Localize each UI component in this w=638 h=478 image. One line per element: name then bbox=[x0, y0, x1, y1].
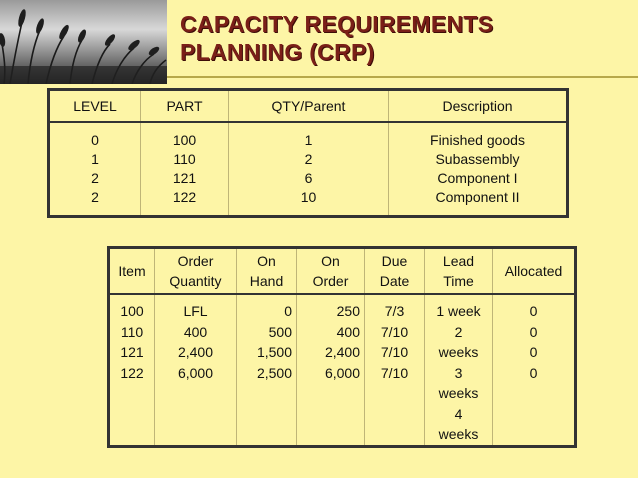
header-text: Lead bbox=[442, 253, 475, 269]
header-text: On bbox=[257, 253, 276, 269]
cell-value: 2 bbox=[454, 323, 463, 340]
header-text: Order bbox=[177, 253, 214, 269]
qty-parent-cell bbox=[229, 122, 389, 217]
column-header-lead-time bbox=[425, 248, 493, 295]
cell-value: 110 bbox=[173, 151, 196, 167]
header-text: Date bbox=[379, 273, 410, 289]
slide-title-line-2: PLANNING (CRP) bbox=[180, 39, 375, 65]
cell-value: LFL bbox=[183, 303, 208, 319]
cell-value: 1 bbox=[304, 132, 313, 148]
column-header-allocated bbox=[493, 248, 576, 295]
cell-value: weeks bbox=[438, 426, 479, 442]
cell-value: 0 bbox=[529, 303, 538, 319]
header-text: Allocated bbox=[504, 263, 563, 279]
order-quantity-cell bbox=[155, 294, 237, 446]
cell-value: 0 bbox=[529, 364, 538, 381]
table-row bbox=[109, 294, 576, 446]
cell-value: 7/10 bbox=[380, 344, 409, 360]
cell-value: Component II bbox=[435, 189, 520, 205]
table-row bbox=[49, 122, 568, 217]
cell-value: 121 bbox=[120, 344, 144, 360]
cell-value: 500 bbox=[268, 323, 292, 340]
column-header: Description bbox=[389, 90, 568, 123]
cell-value: Subassembly bbox=[435, 151, 520, 167]
cell-value: 2 bbox=[91, 170, 99, 186]
header-text: Order bbox=[312, 273, 349, 289]
cell-value: 2 bbox=[91, 189, 99, 205]
lead-time-cell bbox=[425, 294, 493, 446]
cell-value: 6,000 bbox=[177, 364, 214, 381]
header-text: Quantity bbox=[169, 273, 222, 289]
cell-value: 400 bbox=[336, 323, 360, 340]
cell-value: 1,500 bbox=[256, 344, 292, 360]
cell-value: 2,400 bbox=[177, 344, 214, 360]
cell-value: 7/3 bbox=[384, 303, 405, 319]
cell-value: 0 bbox=[529, 344, 538, 360]
column-header: PART bbox=[141, 90, 229, 123]
header-text: Time bbox=[443, 273, 474, 289]
bill-of-materials-table bbox=[47, 88, 569, 218]
cell-value: 6,000 bbox=[324, 364, 360, 381]
column-header-item bbox=[109, 248, 155, 295]
cell-value: 122 bbox=[172, 189, 197, 205]
header-text: Item bbox=[118, 263, 146, 279]
cell-value: Component I bbox=[437, 170, 518, 186]
wheat-stalks-graphic bbox=[0, 0, 167, 84]
on-order-cell bbox=[297, 294, 365, 446]
cell-value: 1 week bbox=[436, 303, 481, 319]
cell-value: 100 bbox=[172, 132, 197, 148]
part-cell bbox=[141, 122, 229, 217]
cell-value: 1 bbox=[91, 151, 99, 167]
column-header: QTY/Parent bbox=[229, 90, 389, 123]
cell-value: Finished goods bbox=[430, 132, 525, 148]
cell-value: weeks bbox=[438, 344, 479, 360]
header-text: Due bbox=[381, 253, 408, 269]
cell-value: 0 bbox=[284, 303, 292, 319]
table-header-row bbox=[109, 248, 576, 295]
cell-value: 0 bbox=[529, 323, 538, 340]
allocated-cell bbox=[493, 294, 576, 446]
table-header-row bbox=[49, 90, 568, 123]
cell-value: 10 bbox=[300, 189, 317, 205]
cell-value: 6 bbox=[304, 170, 313, 186]
column-header-on-hand bbox=[237, 248, 297, 295]
cell-value: 2,400 bbox=[324, 344, 360, 360]
cell-value: 0 bbox=[91, 132, 99, 148]
cell-value: 2,500 bbox=[256, 364, 292, 381]
title-divider bbox=[167, 76, 638, 78]
cell-value: 100 bbox=[120, 303, 144, 319]
cell-value: 7/10 bbox=[380, 323, 409, 340]
item-cell bbox=[109, 294, 155, 446]
inventory-status-table bbox=[107, 246, 577, 448]
cell-value: 400 bbox=[183, 323, 208, 340]
column-header-order-quantity bbox=[155, 248, 237, 295]
slide-title bbox=[180, 10, 493, 66]
cell-value: 7/10 bbox=[380, 364, 409, 381]
cell-value: 4 bbox=[454, 405, 463, 422]
wheat-field-photo bbox=[0, 0, 167, 84]
column-header: LEVEL bbox=[49, 90, 141, 123]
slide-title-line-1: CAPACITY REQUIREMENTS bbox=[180, 11, 494, 37]
cell-value: 121 bbox=[172, 170, 197, 186]
level-cell bbox=[49, 122, 141, 217]
header-text: On bbox=[321, 253, 340, 269]
cell-value: 3 bbox=[454, 364, 463, 381]
cell-value: weeks bbox=[438, 385, 479, 401]
cell-value: 2 bbox=[304, 151, 313, 167]
due-date-cell bbox=[365, 294, 425, 446]
cell-value: 122 bbox=[120, 364, 144, 381]
column-header-due-date bbox=[365, 248, 425, 295]
cell-value: 110 bbox=[120, 323, 144, 340]
on-hand-cell bbox=[237, 294, 297, 446]
description-cell bbox=[389, 122, 568, 217]
column-header-on-order bbox=[297, 248, 365, 295]
header-text: Hand bbox=[249, 273, 284, 289]
cell-value: 250 bbox=[336, 303, 360, 319]
